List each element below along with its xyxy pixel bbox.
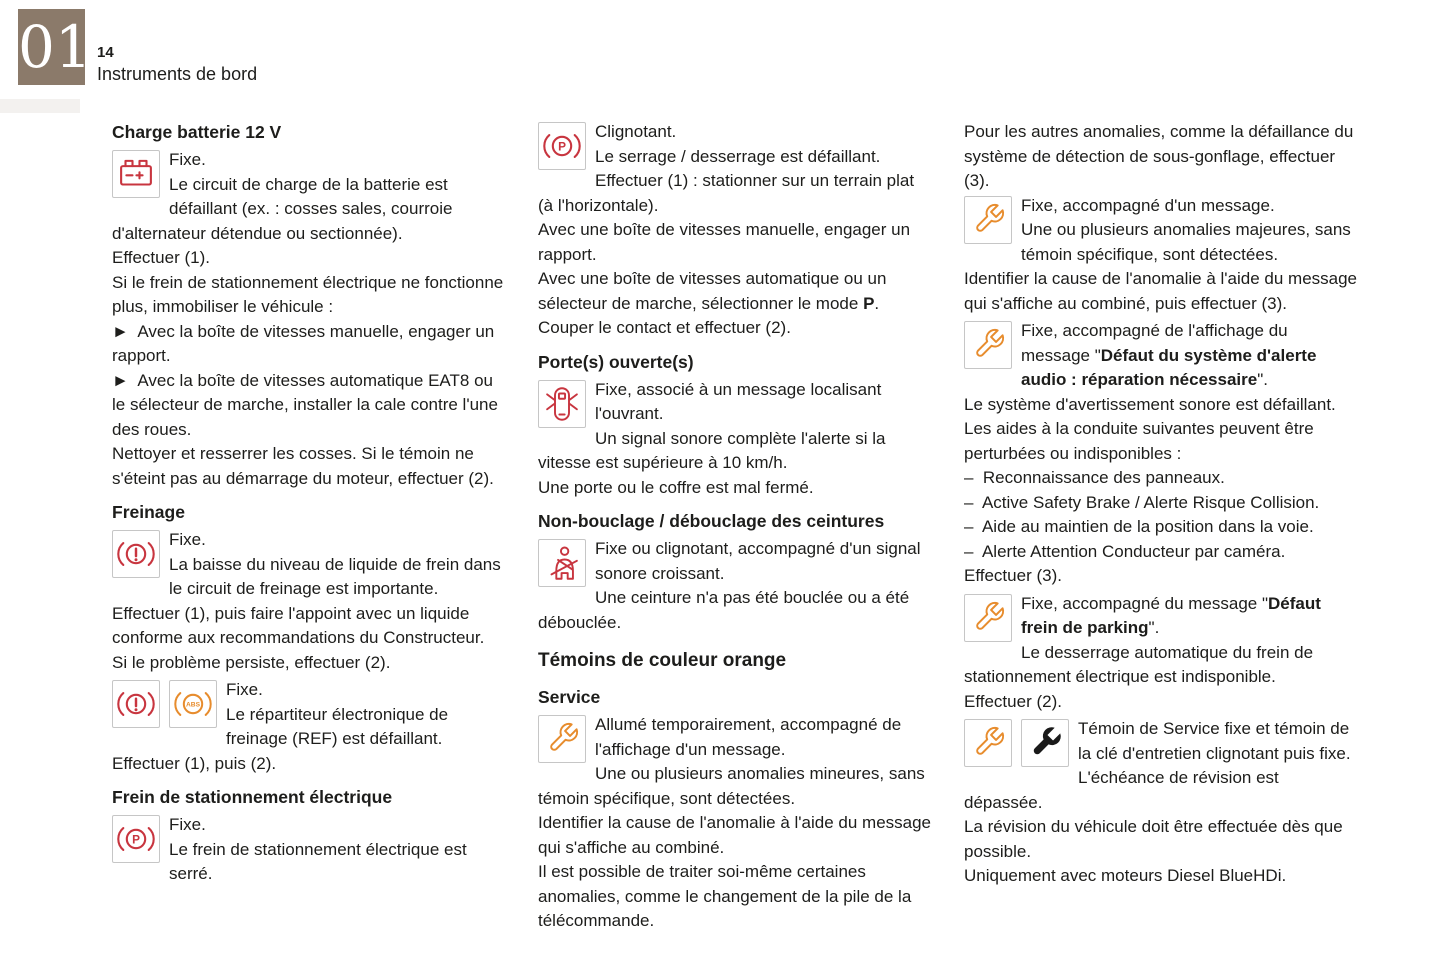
- warning-entry-service: [538, 713, 931, 934]
- body-text: Le circuit de charge de la batterie est défaillant (ex. : cosses sales, courroie d'alternateur détendue ou sectionnée).: [112, 174, 453, 243]
- column-1: [112, 120, 505, 937]
- body-text: Fixe, accompagné du message "Défaut frein de parking".: [1021, 593, 1321, 637]
- warning-entry-audio-defect: [964, 319, 1357, 589]
- body-text: Effectuer (1) : stationner sur un terrain plat (à l'horizontale).: [538, 171, 915, 215]
- body-text: Une ceinture n'a pas été bouclée ou a été débouclée.: [538, 588, 910, 632]
- body-text: Fixe.: [169, 530, 206, 549]
- warning-entry-service-major: [964, 194, 1357, 317]
- list-item: – Active Safety Brake / Alerte Risque Collision.: [964, 492, 1320, 512]
- parking-brake-icon: [538, 122, 586, 170]
- body-text: Clignotant.: [595, 122, 677, 141]
- body-text: Effectuer (1).: [112, 248, 210, 267]
- page-title: Instruments de bord: [97, 64, 258, 84]
- section-heading-freinage: Freinage: [112, 502, 185, 522]
- column-2: [538, 120, 931, 937]
- list-item: – Alerte Attention Conducteur par caméra.: [964, 541, 1286, 561]
- bullet-item: ► Avec la boîte de vitesses automatique EAT8 ou le sélecteur de marche, installer la cale contre l'une des roues.: [112, 370, 498, 439]
- body-text: Si le problème persiste, effectuer (2).: [112, 652, 391, 672]
- body-text: Si le frein de stationnement électrique ne fonctionne plus, immobiliser le véhicule :: [112, 272, 504, 316]
- service-wrench-icon: [964, 719, 1012, 767]
- list-item: – Aide au maintien de la position dans la voie.: [964, 517, 1314, 536]
- warning-entry-belts: [538, 537, 931, 635]
- body-text: Fixe, accompagné de l'affichage du message "Défaut du système d'alerte audio : réparation nécessaire".: [1021, 321, 1317, 389]
- column-3: [964, 120, 1357, 937]
- body-text: Pour les autres anomalies, comme la défaillance du système de détection de sous-gonflage, effectuer (3).: [964, 122, 1354, 190]
- body-text: Le frein de stationnement électrique est serré.: [169, 839, 467, 883]
- warning-entry-doors: [538, 378, 931, 501]
- svg-text:P: P: [132, 832, 140, 847]
- body-text: Le répartiteur électronique de freinage (REF) est défaillant.: [226, 704, 449, 748]
- body-text: Fixe, accompagné d'un message.: [1021, 195, 1275, 215]
- section-heading-doors: Porte(s) ouverte(s): [538, 351, 694, 372]
- body-text: Le système d'avertissement sonore est défaillant.: [964, 394, 1336, 414]
- body-text: La révision du véhicule doit être effectuée dès que possible.: [964, 817, 1343, 861]
- body-text: Avec une boîte de vitesses automatique ou un sélecteur de marche, sélectionner le mode P.: [538, 269, 887, 313]
- body-text: Le desserrage automatique du frein de stationnement électrique est indisponible.: [964, 642, 1314, 686]
- seatbelt-warning-icon: [538, 539, 586, 587]
- body-text: Une ou plusieurs anomalies majeures, sans témoin spécifique, sont détectées.: [1021, 220, 1351, 264]
- battery-warning-icon: [112, 150, 160, 198]
- body-text: Nettoyer et resserrer les cosses. Si le témoin ne s'éteint pas au démarrage du moteur, effectuer (2).: [112, 444, 494, 488]
- section-heading-orange-lamps: Témoins de couleur orange: [538, 650, 787, 671]
- section-heading-battery: Charge batterie 12 V: [112, 122, 282, 142]
- page-number: 14: [97, 44, 114, 61]
- body-text: Effectuer (2).: [964, 691, 1062, 711]
- body-text: Effectuer (3).: [964, 566, 1062, 585]
- body-text: Un signal sonore complète l'alerte si la vitesse est supérieure à 10 km/h.: [538, 428, 886, 472]
- body-text: Identifier la cause de l'anomalie à l'aide du message qui s'affiche au combiné.: [538, 813, 932, 857]
- svg-text:P: P: [558, 139, 566, 154]
- body-text: Témoin de Service fixe et témoin de la clé d'entretien clignotant puis fixe.: [1078, 719, 1351, 763]
- chapter-tab-shadow: [0, 99, 80, 113]
- body-text: Avec une boîte de vitesses manuelle, engager un rapport.: [538, 220, 911, 264]
- body-text: Couper le contact et effectuer (2).: [538, 318, 791, 337]
- body-text: Effectuer (1), puis (2).: [112, 753, 277, 773]
- service-wrench-icon: [538, 715, 586, 763]
- chapter-number-box: 01: [18, 9, 85, 85]
- warning-entry-parking-fixed: [112, 813, 505, 887]
- body-text: Il est possible de traiter soi-même certaines anomalies, comme le changement de la pile de la télécommande.: [538, 862, 912, 930]
- body-text: Fixe, associé à un message localisant l'ouvrant.: [595, 379, 882, 423]
- abs-warning-icon: [169, 680, 217, 728]
- warning-entry-ref: [112, 678, 505, 776]
- section-heading-parking-brake: Frein de stationnement électrique: [112, 787, 393, 807]
- body-text: Fixe ou clignotant, accompagné d'un signal sonore croissant.: [595, 539, 921, 583]
- body-text: Identifier la cause de l'anomalie à l'aide du message qui s'affiche au combiné, puis effectuer (3).: [964, 269, 1358, 313]
- brake-warning-icon: [112, 680, 160, 728]
- list-item: – Reconnaissance des panneaux.: [964, 468, 1225, 487]
- body-text: Fixe.: [226, 680, 263, 699]
- body-text: Allumé temporairement, accompagné de l'affichage d'un message.: [595, 715, 902, 759]
- body-text: Les aides à la conduite suivantes peuvent être perturbées ou indisponibles :: [964, 419, 1314, 463]
- service-wrench-icon: [964, 196, 1012, 244]
- body-text: La baisse du niveau de liquide de frein dans le circuit de freinage est importante.: [169, 554, 501, 598]
- page-content: [112, 120, 1357, 937]
- bullet-item: ► Avec la boîte de vitesses manuelle, engager un rapport.: [112, 321, 495, 365]
- service-wrench-icon: [964, 594, 1012, 642]
- body-text: Uniquement avec moteurs Diesel BlueHDi.: [964, 866, 1287, 885]
- body-text: Une ou plusieurs anomalies mineures, sans témoin spécifique, sont détectées.: [538, 764, 925, 808]
- body-text: L'échéance de révision est dépassée.: [964, 768, 1279, 812]
- brake-warning-icon: [112, 530, 160, 578]
- body-text: Effectuer (1), puis faire l'appoint avec un liquide conforme aux recommandations du Constructeur.: [112, 603, 485, 647]
- warning-entry-battery: [112, 148, 505, 491]
- service-wrench-icon: [964, 321, 1012, 369]
- body-text: Fixe.: [169, 150, 206, 169]
- body-text: Fixe.: [169, 815, 206, 834]
- section-heading-service: Service: [538, 687, 601, 707]
- maintenance-wrench-icon: [1021, 719, 1069, 767]
- body-text: Une porte ou le coffre est mal fermé.: [538, 477, 814, 497]
- warning-entry-revision: [964, 717, 1357, 889]
- body-text: Le serrage / desserrage est défaillant.: [595, 146, 881, 166]
- warning-entry-parking-defect: [964, 592, 1357, 715]
- warning-entry-parking-blink: [538, 120, 931, 341]
- parking-brake-icon: [112, 815, 160, 863]
- warning-entry-brake-fluid: [112, 528, 505, 675]
- doors-open-icon: [538, 380, 586, 428]
- svg-text:ABS: ABS: [185, 701, 201, 709]
- section-heading-belts: Non-bouclage / débouclage des ceintures: [538, 511, 885, 531]
